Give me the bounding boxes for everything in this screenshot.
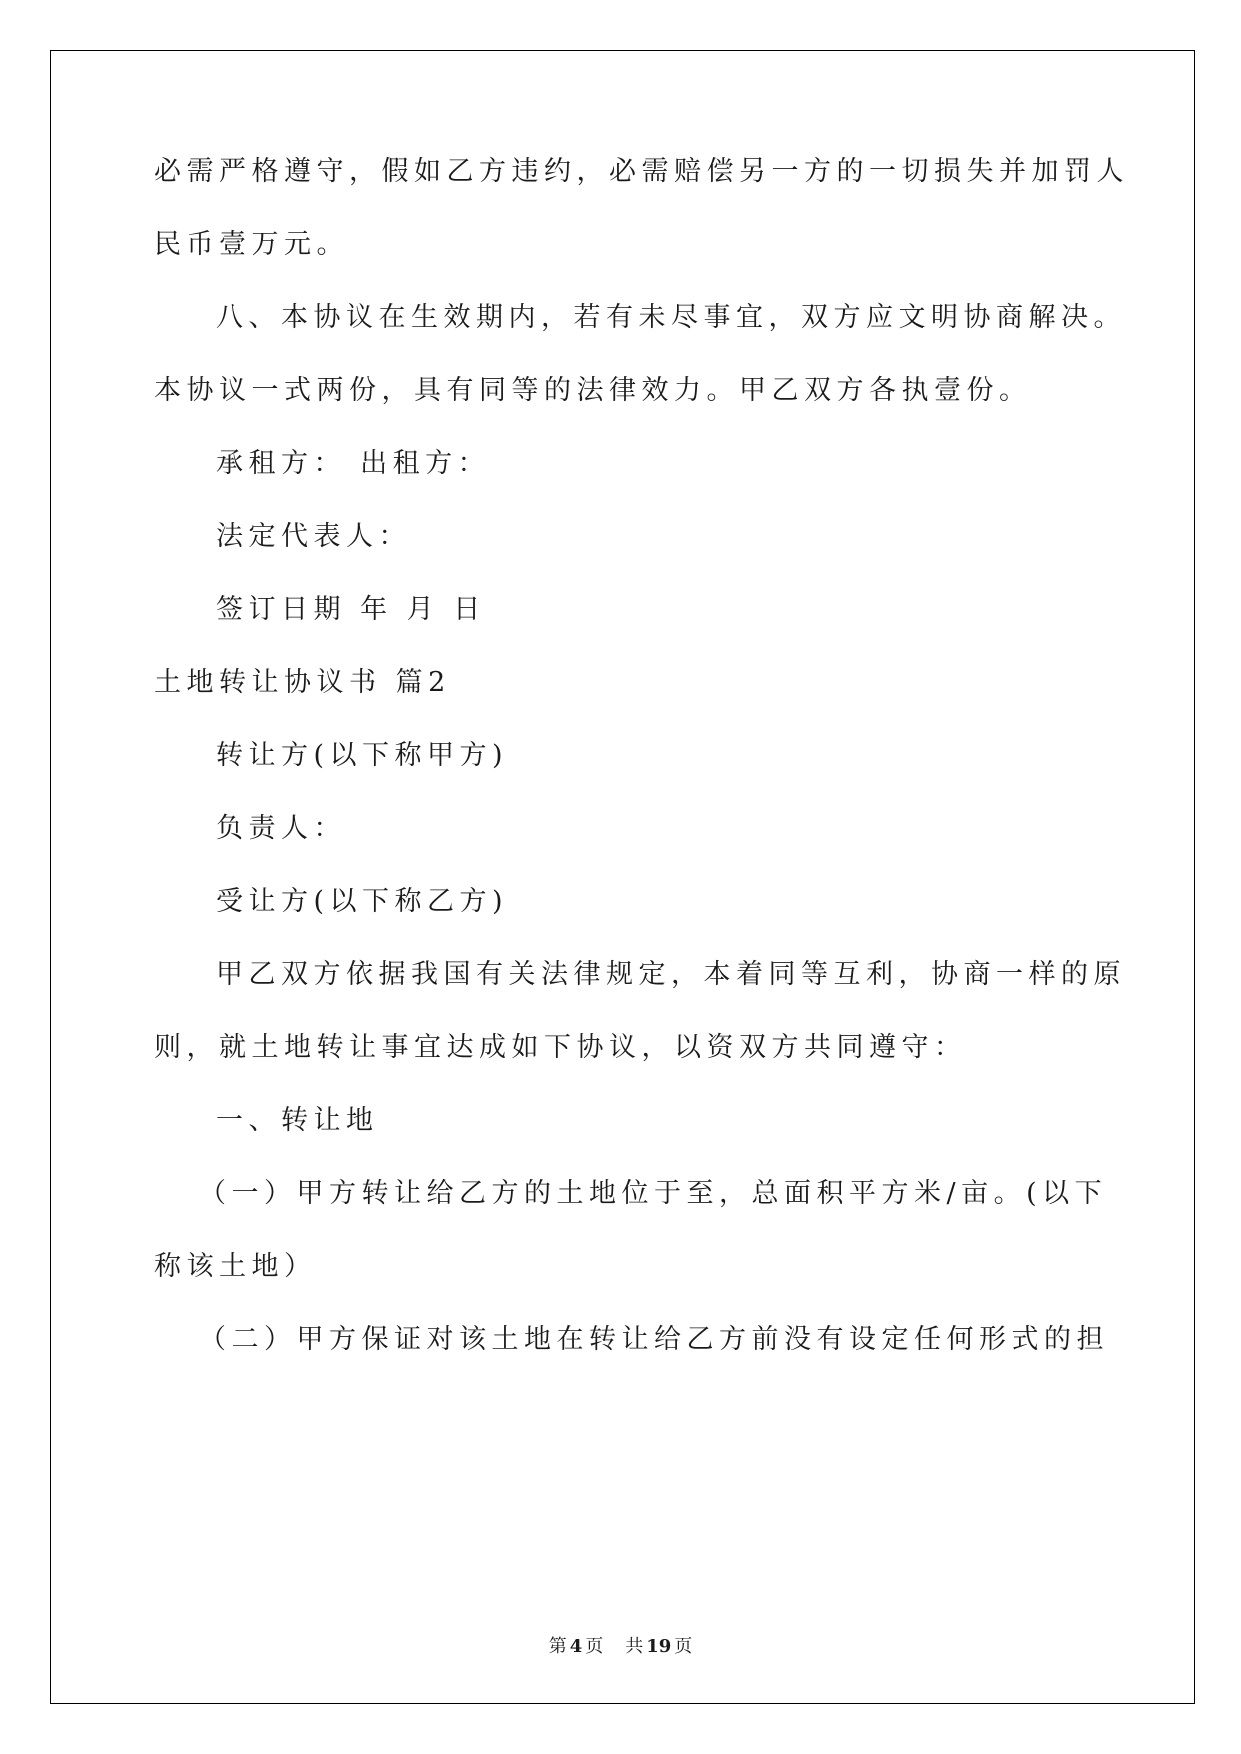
text-line: 民币壹万元。 (154, 229, 349, 260)
footer-page-suffix: 页 (585, 1636, 604, 1657)
transferee-line: 受让方(以下称乙方) (216, 886, 509, 917)
paragraph-start-line: 八、本协议在生效期内，若有未尽事宜，双方应文明协商解决。 (216, 302, 1126, 333)
responsible-person-line: 负责人： (216, 813, 346, 844)
clause-item-line: （一）甲方转让给乙方的土地位于至，总面积平方米/亩。(以下 (199, 1178, 1108, 1209)
footer-total-prefix: 共 (625, 1636, 644, 1657)
footer-prefix: 第 (548, 1636, 567, 1657)
page-border (50, 50, 1195, 1704)
clause-heading: 一、转让地 (216, 1105, 379, 1136)
text-line: 则，就土地转让事宜达成如下协议，以资双方共同遵守： (154, 1032, 967, 1063)
total-pages: 19 (646, 1636, 672, 1657)
text-line: 称该土地） (154, 1251, 317, 1282)
legal-representative-line: 法定代表人： (216, 521, 411, 552)
signing-date-line: 签订日期 年 月 日 (216, 594, 486, 625)
text-line: 必需严格遵守，假如乙方违约，必需赔偿另一方的一切损失并加罚人 (154, 156, 1129, 187)
paragraph-start-line: 甲乙双方依据我国有关法律规定，本着同等互利，协商一样的原 (216, 959, 1126, 990)
transferor-line: 转让方(以下称甲方) (216, 740, 509, 771)
footer-total-suffix: 页 (674, 1636, 693, 1657)
text-line: 本协议一式两份，具有同等的法律效力。甲乙双方各执壹份。 (154, 375, 1032, 406)
clause-item-line: （二）甲方保证对该土地在转让给乙方前没有设定任何形式的担 (199, 1324, 1109, 1355)
page-footer (0, 1632, 1241, 1658)
section-heading: 土地转让协议书 篇2 (154, 667, 451, 698)
signature-parties-line: 承租方： 出租方： (216, 448, 491, 479)
page-number: 4 (569, 1636, 583, 1657)
